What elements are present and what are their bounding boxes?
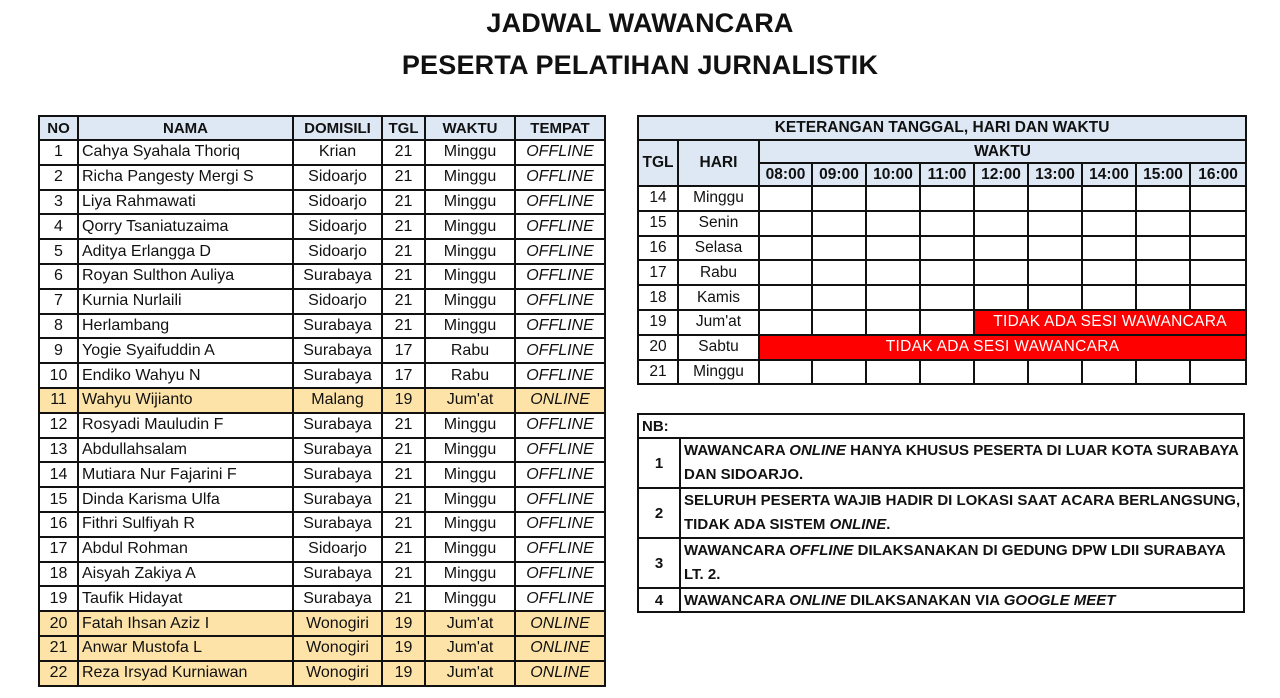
- note-emphasis: ONLINE: [789, 442, 846, 459]
- cell-nama: Yogie Syaifuddin A: [78, 338, 293, 363]
- col-header-domisili: DOMISILI: [293, 116, 382, 140]
- cell-domisili: Surabaya: [293, 586, 382, 611]
- participant-row: [39, 338, 605, 363]
- cell-tgl: 21: [382, 438, 425, 463]
- cell-domisili: Surabaya: [293, 438, 382, 463]
- time-slot-cell: [759, 211, 812, 236]
- cell-domisili: Surabaya: [293, 314, 382, 339]
- cell-domisili: Wonogiri: [293, 636, 382, 661]
- time-slot-cell: [812, 236, 866, 261]
- cell-domisili: Wonogiri: [293, 611, 382, 636]
- cell-tempat: OFFLINE: [515, 363, 605, 388]
- cell-no: 11: [39, 388, 78, 413]
- cell-domisili: Surabaya: [293, 338, 382, 363]
- schedule-row: [638, 211, 1246, 236]
- cell-tempat: ONLINE: [515, 636, 605, 661]
- cell-tempat: OFFLINE: [515, 165, 605, 190]
- cell-tempat: OFFLINE: [515, 214, 605, 239]
- cell-nama: Wahyu Wijianto: [78, 388, 293, 413]
- time-slot-cell: [866, 310, 920, 335]
- participant-row: [39, 214, 605, 239]
- cell-nama: Endiko Wahyu N: [78, 363, 293, 388]
- participant-row: [39, 611, 605, 636]
- time-slot-header: 11:00: [920, 163, 974, 186]
- time-slot-cell: [920, 186, 974, 211]
- cell-tgl: 21: [382, 512, 425, 537]
- time-slot-cell: [759, 260, 812, 285]
- cell-no: 7: [39, 289, 78, 314]
- cell-no: 21: [39, 636, 78, 661]
- cell-tempat: OFFLINE: [515, 338, 605, 363]
- cell-nama: Fatah Ihsan Aziz I: [78, 611, 293, 636]
- note-text: [680, 488, 1244, 538]
- cell-domisili: Surabaya: [293, 363, 382, 388]
- schedule-row: [638, 310, 1246, 335]
- note-text: [680, 588, 1244, 612]
- note-text: [680, 438, 1244, 488]
- participant-table: [38, 115, 606, 687]
- cell-tempat: OFFLINE: [515, 264, 605, 289]
- schedule-tgl: 19: [638, 310, 678, 335]
- cell-waktu: Minggu: [425, 165, 515, 190]
- time-slot-cell: [866, 211, 920, 236]
- cell-no: 22: [39, 661, 78, 686]
- time-slot-cell: [866, 285, 920, 310]
- cell-nama: Taufik Hidayat: [78, 586, 293, 611]
- cell-tgl: 21: [382, 190, 425, 215]
- cell-no: 5: [39, 239, 78, 264]
- participant-row: [39, 413, 605, 438]
- cell-nama: Mutiara Nur Fajarini F: [78, 462, 293, 487]
- cell-tempat: OFFLINE: [515, 537, 605, 562]
- cell-domisili: Sidoarjo: [293, 289, 382, 314]
- time-slot-cell: [812, 285, 866, 310]
- participant-row: [39, 487, 605, 512]
- cell-tgl: 21: [382, 586, 425, 611]
- schedule-header-hari: HARI: [678, 140, 759, 186]
- schedule-tgl: 17: [638, 260, 678, 285]
- time-slot-cell: [1136, 260, 1190, 285]
- cell-nama: Rosyadi Mauludin F: [78, 413, 293, 438]
- time-slot-cell: [759, 310, 812, 335]
- cell-tgl: 21: [382, 239, 425, 264]
- cell-tgl: 19: [382, 611, 425, 636]
- time-slot-header: 12:00: [974, 163, 1028, 186]
- no-session-block: TIDAK ADA SESI WAWANCARA: [974, 310, 1246, 335]
- schedule-tgl: 18: [638, 285, 678, 310]
- schedule-hari: Sabtu: [678, 335, 759, 360]
- time-slot-cell: [812, 260, 866, 285]
- cell-no: 6: [39, 264, 78, 289]
- col-header-waktu: WAKTU: [425, 116, 515, 140]
- note-fragment: HANYA KHUSUS PESERTA DI LUAR KOTA SURABAYA DAN SIDOARJO.: [684, 442, 1239, 483]
- time-slot-header: 13:00: [1028, 163, 1082, 186]
- schedule-hari: Senin: [678, 211, 759, 236]
- cell-domisili: Sidoarjo: [293, 239, 382, 264]
- schedule-tgl: 15: [638, 211, 678, 236]
- schedule-hari: Jum'at: [678, 310, 759, 335]
- schedule-row: [638, 260, 1246, 285]
- participant-row: [39, 239, 605, 264]
- participant-row: [39, 562, 605, 587]
- cell-tempat: OFFLINE: [515, 190, 605, 215]
- schedule-header-tgl: TGL: [638, 140, 678, 186]
- cell-nama: Cahya Syahala Thoriq: [78, 140, 293, 165]
- cell-no: 20: [39, 611, 78, 636]
- cell-nama: Abdullahsalam: [78, 438, 293, 463]
- page-subtitle: PESERTA PELATIHAN JURNALISTIK: [401, 50, 879, 80]
- cell-tempat: OFFLINE: [515, 239, 605, 264]
- cell-tempat: OFFLINE: [515, 512, 605, 537]
- time-slot-header: 16:00: [1190, 163, 1246, 186]
- cell-tempat: ONLINE: [515, 611, 605, 636]
- cell-no: 18: [39, 562, 78, 587]
- cell-tempat: OFFLINE: [515, 413, 605, 438]
- cell-waktu: Minggu: [425, 264, 515, 289]
- cell-waktu: Jum'at: [425, 636, 515, 661]
- cell-tgl: 17: [382, 363, 425, 388]
- time-slot-cell: [1082, 260, 1136, 285]
- cell-tgl: 21: [382, 289, 425, 314]
- cell-nama: Kurnia Nurlaili: [78, 289, 293, 314]
- cell-nama: Aisyah Zakiya A: [78, 562, 293, 587]
- cell-tempat: OFFLINE: [515, 140, 605, 165]
- participant-row: [39, 512, 605, 537]
- time-slot-cell: [974, 211, 1028, 236]
- cell-no: 16: [39, 512, 78, 537]
- time-slot-cell: [974, 360, 1028, 385]
- time-slot-cell: [974, 285, 1028, 310]
- note-emphasis: ONLINE: [789, 591, 846, 609]
- col-header-tempat: TEMPAT: [515, 116, 605, 140]
- cell-tempat: OFFLINE: [515, 438, 605, 463]
- participant-row: [39, 264, 605, 289]
- participant-row: [39, 462, 605, 487]
- note-emphasis: GOOGLE MEET: [1003, 591, 1116, 609]
- schedule-row: [638, 285, 1246, 310]
- schedule-hari: Selasa: [678, 236, 759, 261]
- cell-waktu: Jum'at: [425, 611, 515, 636]
- cell-domisili: Surabaya: [293, 264, 382, 289]
- cell-waktu: Minggu: [425, 140, 515, 165]
- cell-tempat: ONLINE: [515, 661, 605, 686]
- time-slot-cell: [759, 360, 812, 385]
- time-slot-cell: [920, 236, 974, 261]
- cell-waktu: Rabu: [425, 363, 515, 388]
- cell-no: 9: [39, 338, 78, 363]
- time-slot-cell: [920, 285, 974, 310]
- cell-nama: Abdul Rohman: [78, 537, 293, 562]
- cell-nama: Liya Rahmawati: [78, 190, 293, 215]
- note-emphasis: ONLINE: [829, 516, 887, 533]
- time-slot-cell: [1136, 285, 1190, 310]
- time-slot-cell: [920, 360, 974, 385]
- cell-domisili: Wonogiri: [293, 661, 382, 686]
- time-slot-cell: [1190, 186, 1246, 211]
- time-slot-cell: [1028, 360, 1082, 385]
- note-row: [638, 438, 1244, 488]
- cell-domisili: Surabaya: [293, 462, 382, 487]
- schedule-hari: Minggu: [678, 186, 759, 211]
- col-header-nama: NAMA: [78, 116, 293, 140]
- cell-no: 19: [39, 586, 78, 611]
- note-emphasis: OFFLINE: [789, 542, 854, 559]
- cell-no: 15: [39, 487, 78, 512]
- cell-waktu: Minggu: [425, 537, 515, 562]
- time-slot-cell: [1082, 236, 1136, 261]
- time-slot-cell: [1082, 285, 1136, 310]
- note-number: 1: [638, 438, 680, 488]
- col-header-no: NO: [39, 116, 78, 140]
- cell-domisili: Malang: [293, 388, 382, 413]
- cell-nama: Anwar Mustofa L: [78, 636, 293, 661]
- time-slot-cell: [759, 285, 812, 310]
- cell-nama: Dinda Karisma Ulfa: [78, 487, 293, 512]
- cell-waktu: Jum'at: [425, 661, 515, 686]
- note-fragment: DILAKSANAKAN VIA: [845, 591, 1004, 609]
- cell-no: 4: [39, 214, 78, 239]
- cell-waktu: Minggu: [425, 239, 515, 264]
- time-slot-cell: [1190, 211, 1246, 236]
- cell-domisili: Surabaya: [293, 413, 382, 438]
- participant-row: [39, 289, 605, 314]
- cell-no: 17: [39, 537, 78, 562]
- cell-domisili: Surabaya: [293, 487, 382, 512]
- cell-tgl: 21: [382, 537, 425, 562]
- note-row: [638, 588, 1244, 612]
- cell-waktu: Minggu: [425, 289, 515, 314]
- schedule-table: [637, 115, 1247, 385]
- cell-domisili: Surabaya: [293, 512, 382, 537]
- col-header-tgl: TGL: [382, 116, 425, 140]
- time-slot-cell: [812, 310, 866, 335]
- note-row: [638, 488, 1244, 538]
- time-slot-cell: [1028, 285, 1082, 310]
- time-slot-header: 15:00: [1136, 163, 1190, 186]
- participant-row: [39, 314, 605, 339]
- time-slot-cell: [920, 211, 974, 236]
- note-fragment: SELURUH PESERTA WAJIB HADIR DI LOKASI SAAT ACARA BERLANGSUNG, TIDAK ADA SISTEM: [684, 492, 1241, 533]
- cell-tgl: 17: [382, 338, 425, 363]
- participant-row: [39, 363, 605, 388]
- cell-waktu: Minggu: [425, 438, 515, 463]
- time-slot-header: 08:00: [759, 163, 812, 186]
- time-slot-cell: [920, 310, 974, 335]
- time-slot-cell: [920, 260, 974, 285]
- schedule-tgl: 20: [638, 335, 678, 360]
- time-slot-header: 10:00: [866, 163, 920, 186]
- cell-tgl: 21: [382, 140, 425, 165]
- time-slot-cell: [1082, 360, 1136, 385]
- note-row: [638, 538, 1244, 588]
- note-number: 3: [638, 538, 680, 588]
- participant-row: [39, 190, 605, 215]
- cell-no: 1: [39, 140, 78, 165]
- schedule-hari: Minggu: [678, 360, 759, 385]
- note-fragment: WAWANCARA: [684, 591, 790, 609]
- cell-tgl: 19: [382, 661, 425, 686]
- time-slot-cell: [866, 260, 920, 285]
- schedule-hari: Rabu: [678, 260, 759, 285]
- cell-tempat: OFFLINE: [515, 462, 605, 487]
- schedule-row: [638, 186, 1246, 211]
- time-slot-cell: [759, 186, 812, 211]
- cell-tgl: 21: [382, 264, 425, 289]
- note-fragment: .: [886, 516, 891, 533]
- cell-domisili: Sidoarjo: [293, 165, 382, 190]
- cell-waktu: Minggu: [425, 190, 515, 215]
- time-slot-cell: [974, 186, 1028, 211]
- cell-nama: Fithri Sulfiyah R: [78, 512, 293, 537]
- cell-waktu: Minggu: [425, 314, 515, 339]
- schedule-row: [638, 335, 1246, 360]
- cell-waktu: Rabu: [425, 338, 515, 363]
- time-slot-cell: [1082, 186, 1136, 211]
- participant-row: [39, 636, 605, 661]
- cell-nama: Reza Irsyad Kurniawan: [78, 661, 293, 686]
- cell-waktu: Minggu: [425, 462, 515, 487]
- time-slot-cell: [1028, 186, 1082, 211]
- page-title: JADWAL WAWANCARA: [486, 8, 794, 38]
- cell-waktu: Minggu: [425, 562, 515, 587]
- note-fragment: WAWANCARA: [684, 442, 790, 459]
- cell-nama: Aditya Erlangga D: [78, 239, 293, 264]
- participant-row: [39, 661, 605, 686]
- cell-no: 8: [39, 314, 78, 339]
- cell-tgl: 21: [382, 462, 425, 487]
- cell-domisili: Sidoarjo: [293, 190, 382, 215]
- cell-nama: Herlambang: [78, 314, 293, 339]
- participant-row: [39, 140, 605, 165]
- schedule-hari: Kamis: [678, 285, 759, 310]
- cell-tempat: OFFLINE: [515, 487, 605, 512]
- cell-domisili: Surabaya: [293, 562, 382, 587]
- cell-no: 3: [39, 190, 78, 215]
- schedule-row: [638, 236, 1246, 261]
- cell-nama: Royan Sulthon Auliya: [78, 264, 293, 289]
- time-slot-cell: [866, 236, 920, 261]
- cell-waktu: Minggu: [425, 512, 515, 537]
- time-slot-cell: [812, 211, 866, 236]
- cell-tgl: 21: [382, 413, 425, 438]
- time-slot-cell: [1190, 360, 1246, 385]
- time-slot-cell: [974, 260, 1028, 285]
- cell-no: 12: [39, 413, 78, 438]
- cell-waktu: Jum'at: [425, 388, 515, 413]
- time-slot-cell: [759, 236, 812, 261]
- cell-waktu: Minggu: [425, 487, 515, 512]
- cell-tgl: 21: [382, 487, 425, 512]
- time-slot-cell: [1136, 360, 1190, 385]
- time-slot-cell: [1028, 260, 1082, 285]
- cell-nama: Qorry Tsaniatuzaima: [78, 214, 293, 239]
- note-text: [680, 538, 1244, 588]
- cell-tempat: OFFLINE: [515, 314, 605, 339]
- schedule-title: KETERANGAN TANGGAL, HARI DAN WAKTU: [638, 116, 1246, 140]
- note-number: 4: [638, 588, 680, 612]
- cell-no: 10: [39, 363, 78, 388]
- schedule-tgl: 21: [638, 360, 678, 385]
- time-slot-cell: [1136, 236, 1190, 261]
- notes-table: [637, 413, 1245, 613]
- time-slot-cell: [1190, 285, 1246, 310]
- notes-heading: NB:: [638, 414, 1244, 438]
- note-fragment: WAWANCARA: [684, 542, 790, 559]
- schedule-row: [638, 360, 1246, 385]
- time-slot-cell: [974, 236, 1028, 261]
- cell-domisili: Krian: [293, 140, 382, 165]
- cell-tgl: 21: [382, 562, 425, 587]
- cell-waktu: Minggu: [425, 413, 515, 438]
- cell-domisili: Sidoarjo: [293, 537, 382, 562]
- cell-no: 13: [39, 438, 78, 463]
- cell-no: 2: [39, 165, 78, 190]
- time-slot-cell: [1136, 211, 1190, 236]
- participant-row: [39, 438, 605, 463]
- cell-domisili: Sidoarjo: [293, 214, 382, 239]
- time-slot-cell: [866, 360, 920, 385]
- cell-tgl: 21: [382, 214, 425, 239]
- schedule-header-waktu: WAKTU: [759, 140, 1246, 163]
- cell-tempat: OFFLINE: [515, 562, 605, 587]
- note-number: 2: [638, 488, 680, 538]
- time-slot-cell: [1028, 236, 1082, 261]
- cell-nama: Richa Pangesty Mergi S: [78, 165, 293, 190]
- cell-no: 14: [39, 462, 78, 487]
- participant-row: [39, 388, 605, 413]
- cell-waktu: Minggu: [425, 586, 515, 611]
- participant-row: [39, 586, 605, 611]
- cell-tgl: 19: [382, 388, 425, 413]
- cell-tgl: 21: [382, 165, 425, 190]
- participant-row: [39, 537, 605, 562]
- time-slot-header: 09:00: [812, 163, 866, 186]
- time-slot-cell: [866, 186, 920, 211]
- time-slot-cell: [1190, 236, 1246, 261]
- cell-tgl: 19: [382, 636, 425, 661]
- no-session-block: TIDAK ADA SESI WAWANCARA: [759, 335, 1246, 360]
- cell-tempat: OFFLINE: [515, 586, 605, 611]
- note-fragment: DILAKSANAKAN DI GEDUNG DPW LDII SURABAYA LT. 2.: [684, 542, 1226, 583]
- time-slot-cell: [812, 186, 866, 211]
- time-slot-cell: [1082, 211, 1136, 236]
- cell-waktu: Minggu: [425, 214, 515, 239]
- time-slot-cell: [812, 360, 866, 385]
- schedule-tgl: 16: [638, 236, 678, 261]
- time-slot-header: 14:00: [1082, 163, 1136, 186]
- time-slot-cell: [1136, 186, 1190, 211]
- participant-header-row: [39, 116, 605, 140]
- cell-tgl: 21: [382, 314, 425, 339]
- participant-row: [39, 165, 605, 190]
- cell-tempat: ONLINE: [515, 388, 605, 413]
- time-slot-cell: [1028, 211, 1082, 236]
- schedule-tgl: 14: [638, 186, 678, 211]
- cell-tempat: OFFLINE: [515, 289, 605, 314]
- time-slot-cell: [1190, 260, 1246, 285]
